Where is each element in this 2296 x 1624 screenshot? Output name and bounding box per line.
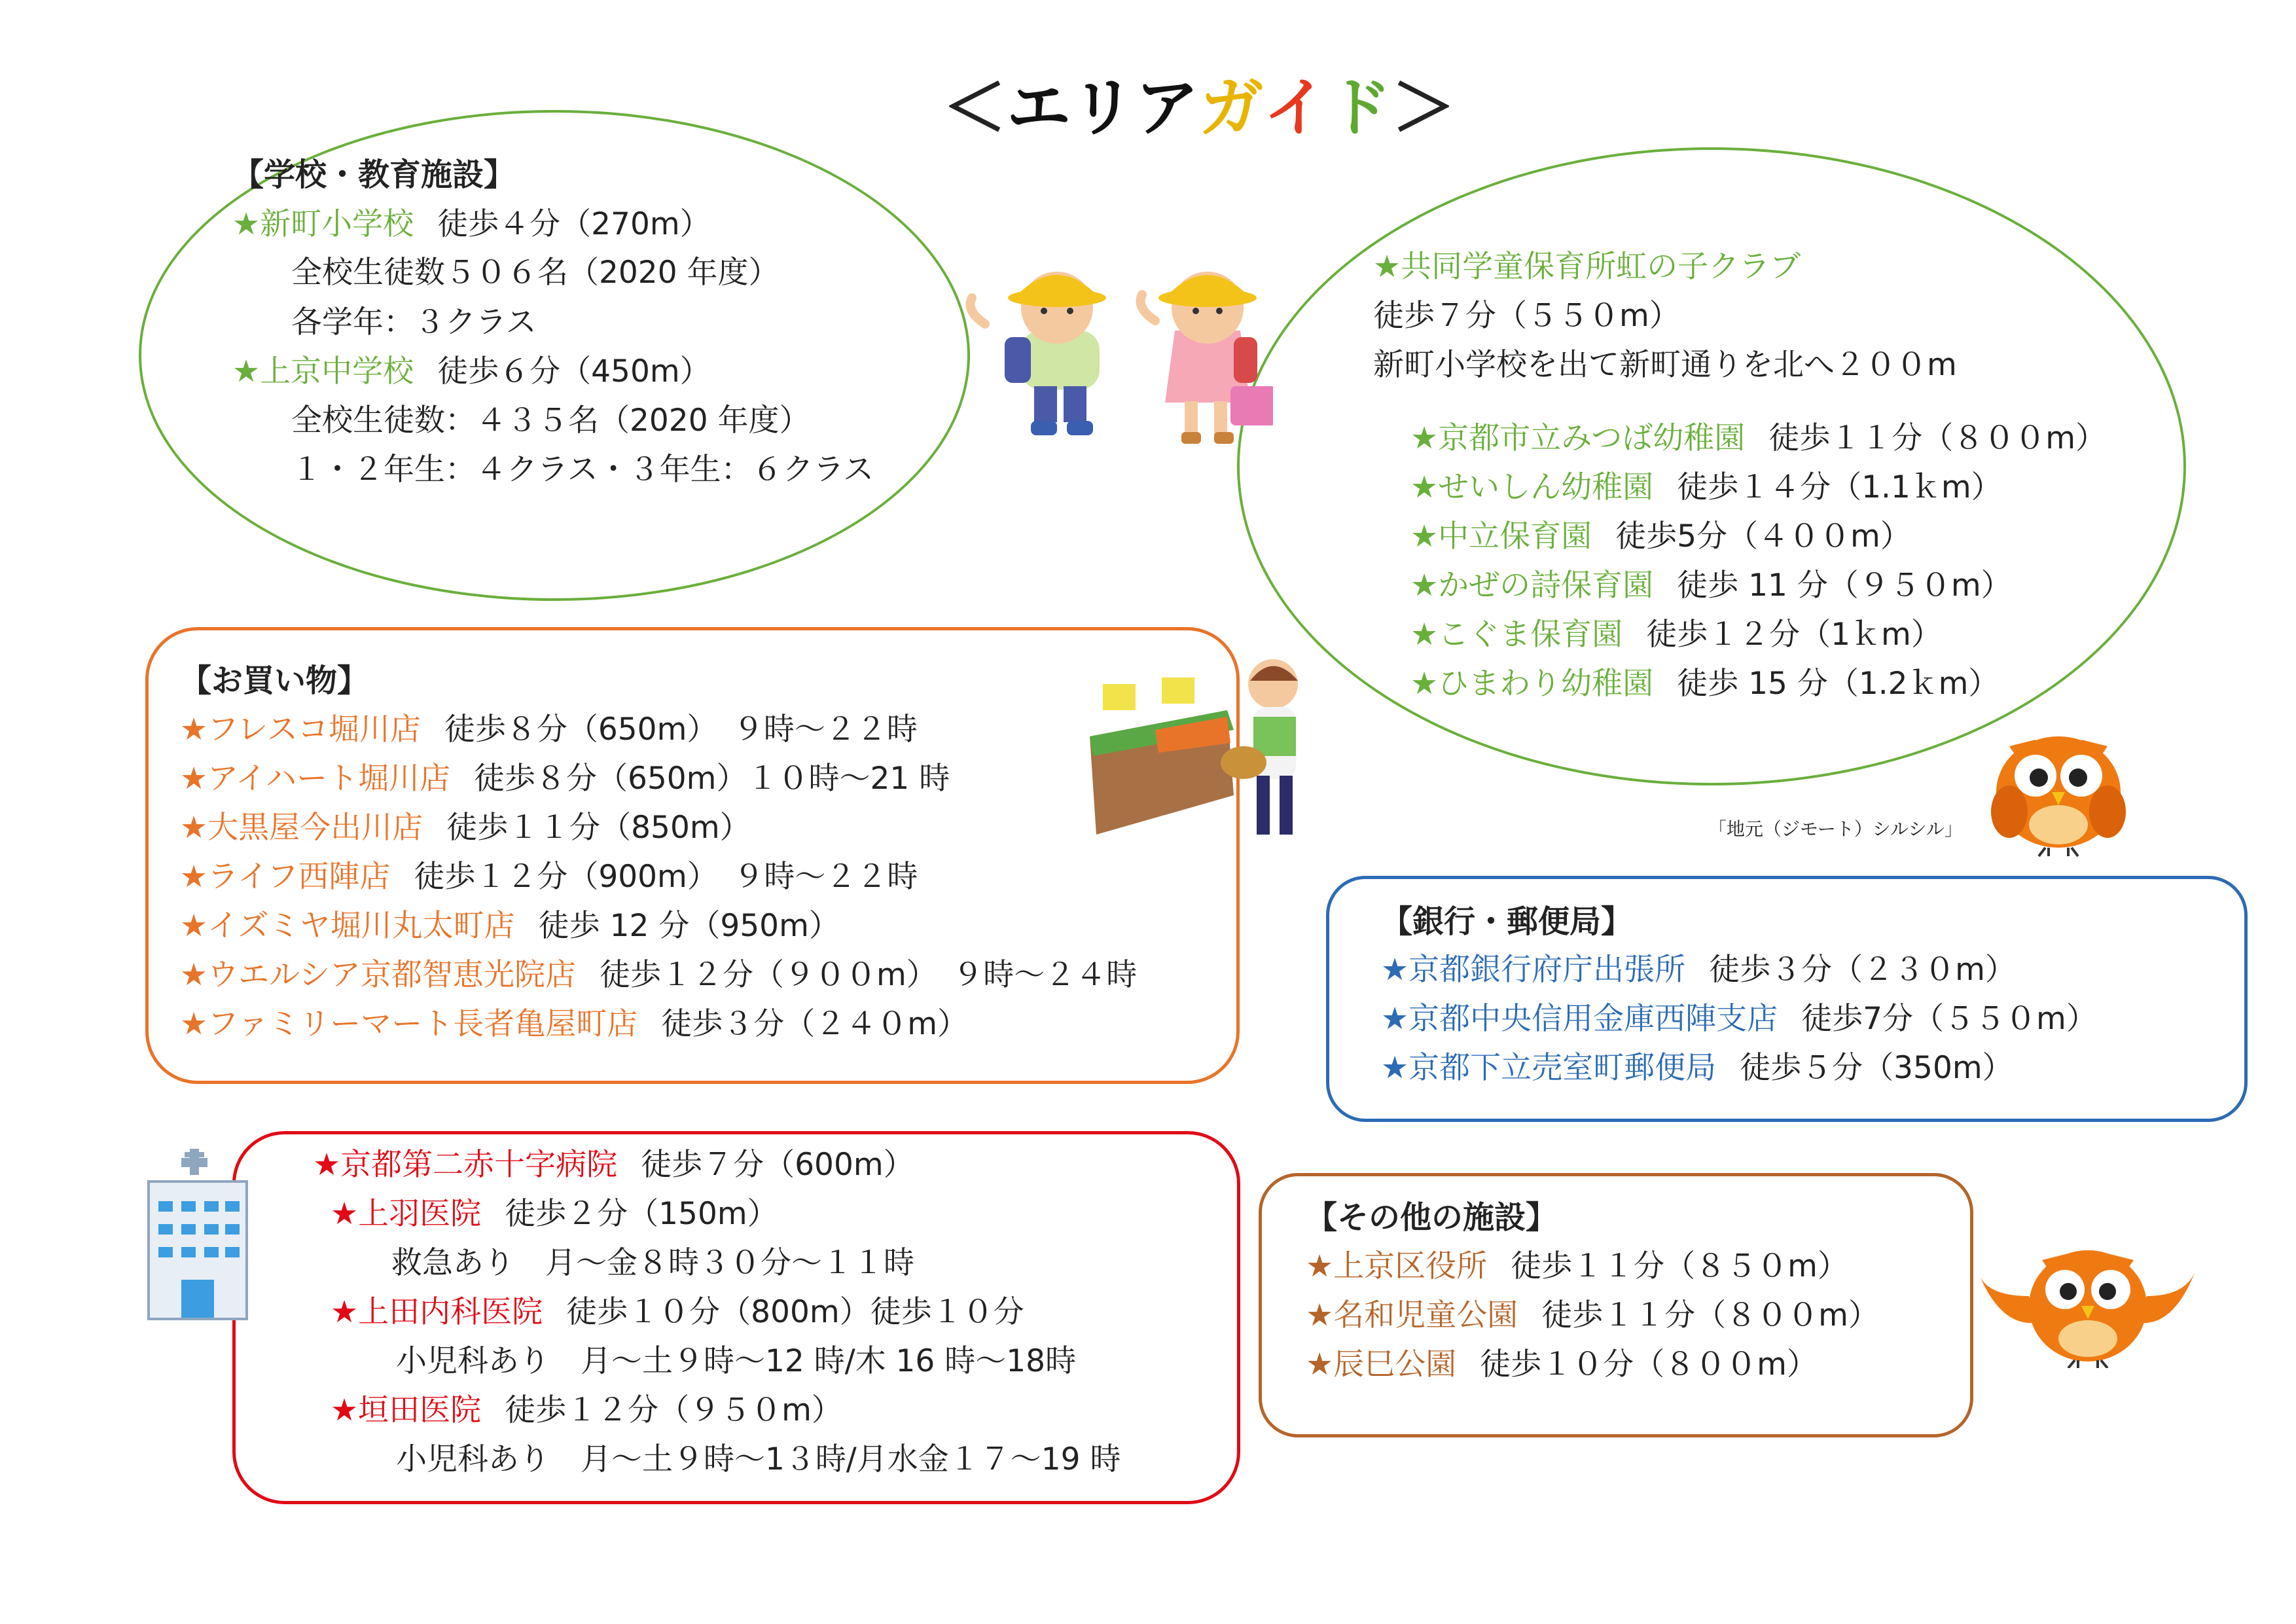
list-item xyxy=(180,907,840,946)
shop-info: 徒歩１２分（900m） ９時～２２時 xyxy=(414,859,918,895)
title-char: エ xyxy=(1007,71,1071,145)
list-item xyxy=(232,205,711,244)
clinic-info: 徒歩１０分（800m）徒歩１０分 xyxy=(566,1294,1024,1330)
school-detail: 全校生徒数：４３５名（2020 年度） xyxy=(291,403,810,439)
childcare-info: 徒歩１１分（８００m） xyxy=(1768,420,2106,456)
clinic-detail: 小児科あり 月～土９時～1３時/月水金１７～19 時 xyxy=(396,1441,1121,1477)
facility-info: 徒歩１１分（８５０m） xyxy=(1511,1248,1848,1284)
bank-heading: 【銀行・郵便局】 xyxy=(1381,903,1633,940)
list-item xyxy=(180,759,950,799)
school-info: 徒歩６分（450m） xyxy=(437,353,711,389)
childcare-info: 徒歩１４分（1.1ｋm） xyxy=(1677,469,2002,505)
list-item xyxy=(1410,419,2106,458)
facility-name: ★名和児童公園 xyxy=(1306,1297,1518,1333)
childcare-info: 徒歩5分（４００m） xyxy=(1615,518,1911,554)
childcare-info: 徒歩１２分（1ｋm） xyxy=(1646,617,1942,653)
club-name: ★共同学童保育所虹の子クラブ xyxy=(1373,249,1801,285)
page-title xyxy=(942,65,1456,151)
school-heading: 【学校・教育施設】 xyxy=(232,156,516,193)
list-item xyxy=(1306,1345,1818,1384)
facility-name: ★辰巳公園 xyxy=(1306,1346,1457,1382)
list-item xyxy=(1381,1000,2097,1039)
title-char: ガ xyxy=(1199,71,1264,145)
title-bracket-close: ＞ xyxy=(1391,71,1456,145)
facility-name: ★上京区役所 xyxy=(1306,1248,1488,1284)
shop-info: 徒歩８分（650m）１０時～21 時 xyxy=(473,761,950,797)
shop-name: ★アイハート堀川店 xyxy=(180,761,450,797)
list-item xyxy=(1381,950,2016,990)
bank-info: 徒歩３分（２３０m） xyxy=(1709,952,2016,988)
shop-name: ★ファミリーマート長者亀屋町店 xyxy=(180,1006,638,1042)
shop-name: ★フレスコ堀川店 xyxy=(180,712,421,748)
title-char: ド xyxy=(1327,71,1392,145)
list-item xyxy=(331,1391,842,1430)
list-item xyxy=(1410,566,2012,605)
list-item xyxy=(313,1146,914,1185)
list-item xyxy=(1410,468,2002,507)
shop-info: 徒歩１２分（９００m） ９時～２４時 xyxy=(599,957,1138,993)
list-item xyxy=(331,1195,778,1234)
school-detail: １・２年生：４クラス・３年生：６クラス xyxy=(291,452,874,488)
facility-info: 徒歩１０分（８００m） xyxy=(1480,1346,1818,1382)
mascot-caption: 「地元（ジモート）シルシル」 xyxy=(1708,818,1963,840)
shop-info: 徒歩３分（２４０m） xyxy=(661,1006,968,1042)
clinic-info: 徒歩２分（150m） xyxy=(505,1196,778,1232)
list-item xyxy=(1410,615,1942,655)
clinic-detail: 救急あり 月～金８時３０分～１１時 xyxy=(391,1245,914,1281)
bank-info: 徒歩５分（350m） xyxy=(1740,1050,2013,1086)
clinic-name: ★上羽医院 xyxy=(331,1196,482,1232)
clinic-name: ★垣田医院 xyxy=(331,1392,482,1428)
bank-name: ★京都中央信用金庫西陣支店 xyxy=(1381,1001,1778,1037)
title-char: ア xyxy=(1135,71,1200,145)
shop-name: ★イズミヤ堀川丸太町店 xyxy=(180,908,515,944)
shopping-woman-icon xyxy=(1090,645,1332,854)
school-info: 徒歩４分（270m） xyxy=(437,206,711,242)
childcare-name: ★中立保育園 xyxy=(1410,518,1592,554)
childcare-name: ★京都市立みつば幼稚園 xyxy=(1410,420,1746,456)
shop-name: ★ウエルシア京都智恵光院店 xyxy=(180,957,576,993)
shop-info: 徒歩８分（650m） ９時～２２時 xyxy=(444,712,918,748)
owl-waving-icon xyxy=(1977,1237,2199,1368)
club-detail: 新町小学校を出て新町通りを北へ２００m xyxy=(1373,347,1957,383)
bank-info: 徒歩7分（５５０m） xyxy=(1801,1001,2097,1037)
list-item xyxy=(180,857,918,897)
title-char: イ xyxy=(1263,71,1328,145)
list-item xyxy=(1410,664,1999,704)
list-item xyxy=(1306,1247,1848,1286)
shopping-heading: 【お買い物】 xyxy=(180,662,369,699)
list-item xyxy=(180,710,918,749)
childcare-name: ★かぜの詩保育園 xyxy=(1410,568,1654,604)
owl-mascot-icon xyxy=(1983,720,2134,857)
shop-info: 徒歩１１分（850m） xyxy=(446,810,751,846)
school-name: ★新町小学校 xyxy=(232,206,414,242)
childcare-info: 徒歩 11 分（９５０m） xyxy=(1677,568,2012,604)
list-item xyxy=(331,1293,1024,1332)
list-item xyxy=(1306,1296,1879,1335)
school-children-icon xyxy=(959,245,1273,468)
hospital-building-icon xyxy=(145,1149,250,1322)
title-char: リ xyxy=(1071,71,1136,145)
hospital-info: 徒歩７分（600m） xyxy=(641,1147,914,1183)
other-heading: 【その他の施設】 xyxy=(1306,1199,1558,1236)
school-name: ★上京中学校 xyxy=(232,353,414,389)
facility-info: 徒歩１１分（８００m） xyxy=(1541,1297,1879,1333)
bank-name: ★京都下立売室町郵便局 xyxy=(1381,1050,1717,1086)
clinic-info: 徒歩１２分（９５０m） xyxy=(505,1392,842,1428)
shop-name: ★大黒屋今出川店 xyxy=(180,810,423,846)
childcare-name: ★せいしん幼稚園 xyxy=(1410,469,1654,505)
school-detail: 各学年：３クラス xyxy=(291,304,537,340)
clinic-name: ★上田内科医院 xyxy=(331,1294,543,1330)
list-item xyxy=(1410,517,1911,556)
list-item xyxy=(180,1005,968,1044)
hospital-name: ★京都第二赤十字病院 xyxy=(313,1147,618,1183)
clinic-detail: 小児科あり 月～土９時～12 時/木 16 時～18時 xyxy=(396,1343,1077,1379)
childcare-name: ★ひまわり幼稚園 xyxy=(1410,666,1654,702)
shop-info: 徒歩 12 分（950m） xyxy=(538,908,840,944)
club-detail: 徒歩７分（５５０m） xyxy=(1373,298,1680,334)
list-item xyxy=(232,352,711,391)
list-item xyxy=(1381,1049,2013,1088)
childcare-info: 徒歩 15 分（1.2ｋm） xyxy=(1677,666,2000,702)
bank-name: ★京都銀行府庁出張所 xyxy=(1381,952,1686,988)
title-bracket-open: ＜ xyxy=(942,71,1007,145)
list-item xyxy=(180,808,751,848)
list-item xyxy=(180,956,1137,995)
childcare-name: ★こぐま保育園 xyxy=(1410,617,1623,653)
school-detail: 全校生徒数５０６名（2020 年度） xyxy=(291,255,780,291)
shop-name: ★ライフ西陣店 xyxy=(180,859,391,895)
